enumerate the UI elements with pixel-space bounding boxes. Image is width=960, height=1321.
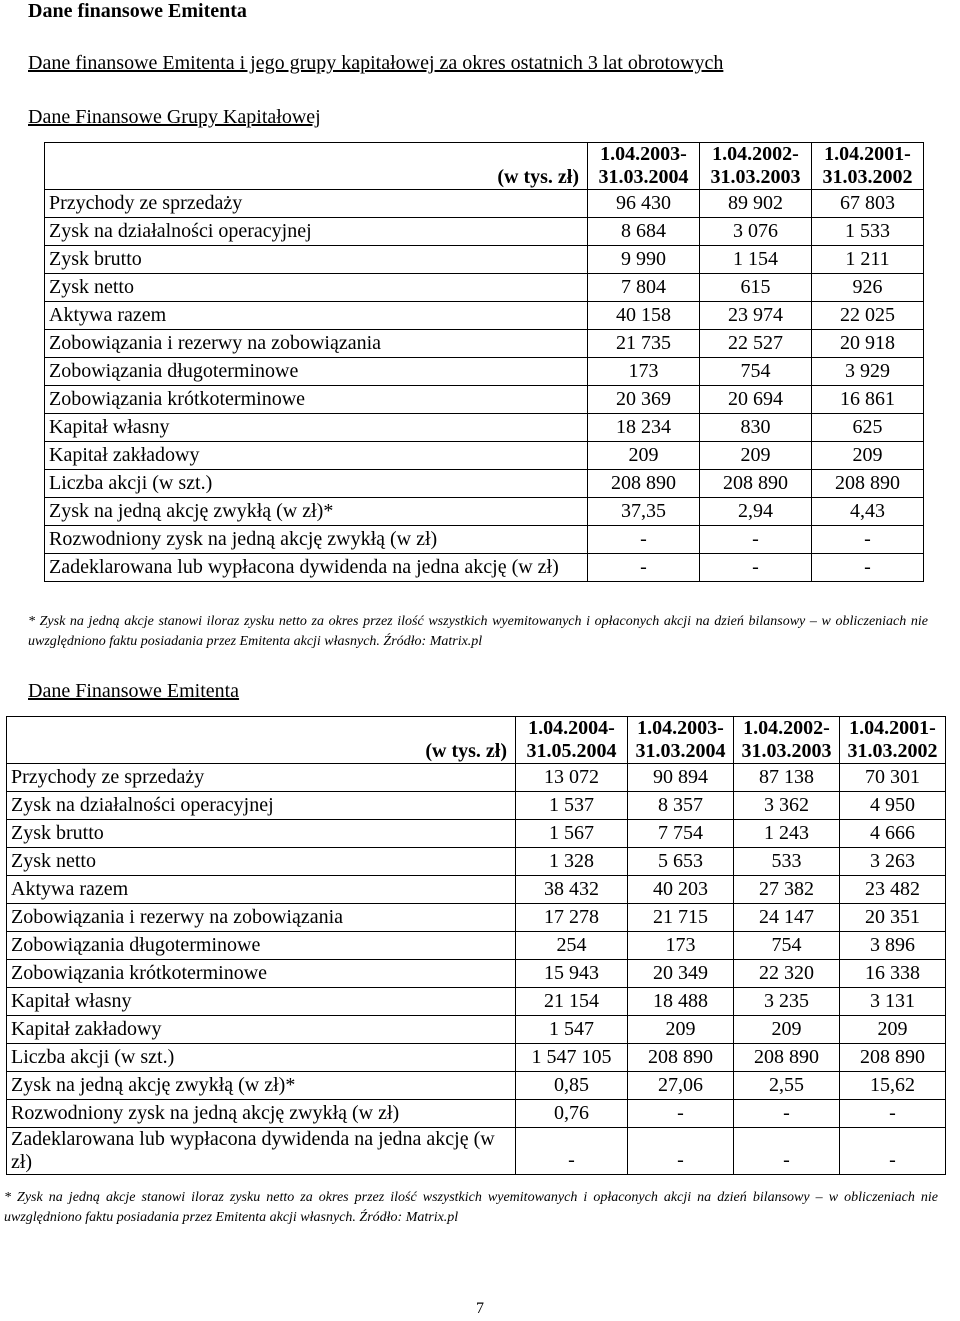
- value-cell: 9 990: [588, 246, 700, 274]
- page-number: 7: [476, 1300, 484, 1317]
- value-cell: 208 890: [812, 470, 924, 498]
- value-cell: 13 072: [516, 764, 628, 792]
- table-row: [7, 1128, 946, 1175]
- value-cell: 27,06: [628, 1072, 734, 1100]
- value-cell: 22 527: [700, 330, 812, 358]
- value-cell: 15,62: [840, 1072, 946, 1100]
- table-row: [7, 792, 946, 820]
- row-label: Rozwodniony zysk na jedną akcję zwykłą (w zł): [45, 526, 588, 554]
- value-cell: 754: [700, 358, 812, 386]
- value-cell: 27 382: [734, 876, 840, 904]
- value-cell: 1 243: [734, 820, 840, 848]
- table-row: [7, 988, 946, 1016]
- value-cell: 18 234: [588, 414, 700, 442]
- period-header: 1.04.2002- 31.03.2003: [700, 143, 812, 190]
- value-cell: 830: [700, 414, 812, 442]
- value-cell: 208 890: [700, 470, 812, 498]
- value-cell: 3 896: [840, 932, 946, 960]
- row-label: Rozwodniony zysk na jedną akcję zwykłą (w zł): [7, 1100, 516, 1128]
- row-label: Kapitał własny: [45, 414, 588, 442]
- value-cell: 20 694: [700, 386, 812, 414]
- issuer-financial-table: [6, 716, 946, 1175]
- row-label: Zysk brutto: [7, 820, 516, 848]
- issuer-heading: Dane Finansowe Emitenta: [28, 680, 240, 702]
- value-cell: -: [734, 1128, 840, 1175]
- period-header: 1.04.2001- 31.03.2002: [840, 717, 946, 764]
- table-row: [45, 526, 924, 554]
- row-label: Zadeklarowana lub wypłacona dywidenda na jedna akcję (w zł): [45, 554, 588, 582]
- value-cell: 1 567: [516, 820, 628, 848]
- period-header: 1.04.2002- 31.03.2003: [734, 717, 840, 764]
- value-cell: 67 803: [812, 190, 924, 218]
- group-footnote: * Zysk na jedną akcje stanowi iloraz zysku netto za okres przez ilość wszystkich wyemitowanych i opłaconych akcji na dzień bilansowy – w obliczeniach nie uwzględniono faktu posiadania przez Emitenta akcji własnych. Źródło: Matrix.pl: [28, 614, 928, 649]
- value-cell: 22 320: [734, 960, 840, 988]
- row-label: Aktywa razem: [45, 302, 588, 330]
- table-row: [45, 246, 924, 274]
- value-cell: 209: [700, 442, 812, 470]
- value-cell: -: [700, 526, 812, 554]
- value-cell: -: [840, 1100, 946, 1128]
- row-label: Zysk na jedną akcję zwykłą (w zł)*: [7, 1072, 516, 1100]
- value-cell: 533: [734, 848, 840, 876]
- value-cell: 1 537: [516, 792, 628, 820]
- table-row: [7, 1072, 946, 1100]
- table-row: [45, 358, 924, 386]
- value-cell: 96 430: [588, 190, 700, 218]
- value-cell: 3 263: [840, 848, 946, 876]
- value-cell: 208 890: [840, 1044, 946, 1072]
- value-cell: 8 684: [588, 218, 700, 246]
- value-cell: 0,76: [516, 1100, 628, 1128]
- value-cell: 23 974: [700, 302, 812, 330]
- value-cell: 208 890: [628, 1044, 734, 1072]
- table-row: [45, 498, 924, 526]
- table-row: [45, 414, 924, 442]
- row-label: Zysk na działalności operacyjnej: [45, 218, 588, 246]
- value-cell: 208 890: [734, 1044, 840, 1072]
- value-cell: -: [812, 526, 924, 554]
- row-label: Zobowiązania długoterminowe: [7, 932, 516, 960]
- value-cell: 209: [588, 442, 700, 470]
- group-heading: Dane Finansowe Grupy Kapitałowej: [28, 106, 321, 128]
- row-label: Kapitał własny: [7, 988, 516, 1016]
- table-row: [7, 1016, 946, 1044]
- value-cell: 17 278: [516, 904, 628, 932]
- unit-label: (w tys. zł): [45, 143, 588, 190]
- value-cell: -: [700, 554, 812, 582]
- value-cell: 2,55: [734, 1072, 840, 1100]
- row-label: Liczba akcji (w szt.): [7, 1044, 516, 1072]
- value-cell: 209: [734, 1016, 840, 1044]
- row-label: Zobowiązania krótkoterminowe: [7, 960, 516, 988]
- value-cell: -: [588, 554, 700, 582]
- value-cell: 615: [700, 274, 812, 302]
- table-row: [45, 274, 924, 302]
- row-label: Zysk netto: [7, 848, 516, 876]
- value-cell: 173: [588, 358, 700, 386]
- value-cell: 16 338: [840, 960, 946, 988]
- value-cell: 1 328: [516, 848, 628, 876]
- table-row: [45, 386, 924, 414]
- table-row: [45, 330, 924, 358]
- value-cell: 209: [628, 1016, 734, 1044]
- group-financial-table: [44, 142, 924, 582]
- table-row: [45, 470, 924, 498]
- table-header-row: [45, 143, 924, 190]
- value-cell: 3 235: [734, 988, 840, 1016]
- row-label: Liczba akcji (w szt.): [45, 470, 588, 498]
- value-cell: -: [516, 1128, 628, 1175]
- table-row: [7, 904, 946, 932]
- period-header: 1.04.2003- 31.03.2004: [588, 143, 700, 190]
- value-cell: -: [840, 1128, 946, 1175]
- value-cell: 1 547 105: [516, 1044, 628, 1072]
- value-cell: 173: [628, 932, 734, 960]
- page-title: Dane finansowe Emitenta: [28, 0, 247, 22]
- row-label: Kapitał zakładowy: [7, 1016, 516, 1044]
- section-subtitle: Dane finansowe Emitenta i jego grupy kapitałowej za okres ostatnich 3 lat obrotowych: [28, 52, 724, 74]
- period-header: 1.04.2001- 31.03.2002: [812, 143, 924, 190]
- row-label: Zadeklarowana lub wypłacona dywidenda na jedna akcję (w zł): [7, 1128, 516, 1175]
- value-cell: 20 369: [588, 386, 700, 414]
- value-cell: 23 482: [840, 876, 946, 904]
- value-cell: 89 902: [700, 190, 812, 218]
- row-label: Zysk netto: [45, 274, 588, 302]
- table-row: [45, 554, 924, 582]
- row-label: Zobowiązania krótkoterminowe: [45, 386, 588, 414]
- value-cell: 40 203: [628, 876, 734, 904]
- table-row: [7, 960, 946, 988]
- table-row: [45, 190, 924, 218]
- value-cell: -: [628, 1128, 734, 1175]
- value-cell: 1 533: [812, 218, 924, 246]
- value-cell: 37,35: [588, 498, 700, 526]
- value-cell: 21 154: [516, 988, 628, 1016]
- value-cell: 254: [516, 932, 628, 960]
- table-row: [7, 1044, 946, 1072]
- value-cell: 8 357: [628, 792, 734, 820]
- table-row: [7, 764, 946, 792]
- value-cell: 3 929: [812, 358, 924, 386]
- row-label: Zobowiązania długoterminowe: [45, 358, 588, 386]
- period-header: 1.04.2004- 31.05.2004: [516, 717, 628, 764]
- value-cell: 21 735: [588, 330, 700, 358]
- value-cell: 754: [734, 932, 840, 960]
- value-cell: 1 154: [700, 246, 812, 274]
- value-cell: 2,94: [700, 498, 812, 526]
- row-label: Zysk na działalności operacyjnej: [7, 792, 516, 820]
- value-cell: 4 666: [840, 820, 946, 848]
- value-cell: 7 804: [588, 274, 700, 302]
- row-label: Zobowiązania i rezerwy na zobowiązania: [45, 330, 588, 358]
- value-cell: 70 301: [840, 764, 946, 792]
- table-row: [45, 302, 924, 330]
- table-row: [7, 932, 946, 960]
- value-cell: 15 943: [516, 960, 628, 988]
- value-cell: 926: [812, 274, 924, 302]
- value-cell: 40 158: [588, 302, 700, 330]
- value-cell: 3 076: [700, 218, 812, 246]
- value-cell: 625: [812, 414, 924, 442]
- value-cell: 38 432: [516, 876, 628, 904]
- value-cell: 18 488: [628, 988, 734, 1016]
- value-cell: -: [628, 1100, 734, 1128]
- table-header-row: [7, 717, 946, 764]
- value-cell: 22 025: [812, 302, 924, 330]
- row-label: Kapitał zakładowy: [45, 442, 588, 470]
- issuer-footnote: * Zysk na jedną akcje stanowi iloraz zysku netto za okres przez ilość wszystkich wyemitowanych i opłaconych akcji na dzień bilansowy – w obliczeniach nie uwzględniono faktu posiadania przez Emitenta akcji własnych. Źródło: Matrix.pl: [4, 1190, 938, 1225]
- value-cell: 5 653: [628, 848, 734, 876]
- value-cell: 20 918: [812, 330, 924, 358]
- table-row: [45, 218, 924, 246]
- value-cell: 21 715: [628, 904, 734, 932]
- table-row: [7, 876, 946, 904]
- row-label: Zysk brutto: [45, 246, 588, 274]
- row-label: Przychody ze sprzedaży: [45, 190, 588, 218]
- table-row: [7, 820, 946, 848]
- row-label: Zysk na jedną akcję zwykłą (w zł)*: [45, 498, 588, 526]
- value-cell: 1 547: [516, 1016, 628, 1044]
- value-cell: 20 351: [840, 904, 946, 932]
- row-label: Przychody ze sprzedaży: [7, 764, 516, 792]
- value-cell: 3 362: [734, 792, 840, 820]
- value-cell: 16 861: [812, 386, 924, 414]
- value-cell: 4 950: [840, 792, 946, 820]
- value-cell: 3 131: [840, 988, 946, 1016]
- table-row: [7, 848, 946, 876]
- table-row: [45, 442, 924, 470]
- period-header: 1.04.2003- 31.03.2004: [628, 717, 734, 764]
- value-cell: 90 894: [628, 764, 734, 792]
- value-cell: 20 349: [628, 960, 734, 988]
- value-cell: 209: [840, 1016, 946, 1044]
- value-cell: 7 754: [628, 820, 734, 848]
- row-label: Aktywa razem: [7, 876, 516, 904]
- value-cell: 87 138: [734, 764, 840, 792]
- value-cell: 4,43: [812, 498, 924, 526]
- value-cell: 209: [812, 442, 924, 470]
- value-cell: 24 147: [734, 904, 840, 932]
- row-label: Zobowiązania i rezerwy na zobowiązania: [7, 904, 516, 932]
- value-cell: -: [588, 526, 700, 554]
- value-cell: -: [812, 554, 924, 582]
- value-cell: -: [734, 1100, 840, 1128]
- value-cell: 208 890: [588, 470, 700, 498]
- unit-label: (w tys. zł): [7, 717, 516, 764]
- table-row: [7, 1100, 946, 1128]
- value-cell: 0,85: [516, 1072, 628, 1100]
- value-cell: 1 211: [812, 246, 924, 274]
